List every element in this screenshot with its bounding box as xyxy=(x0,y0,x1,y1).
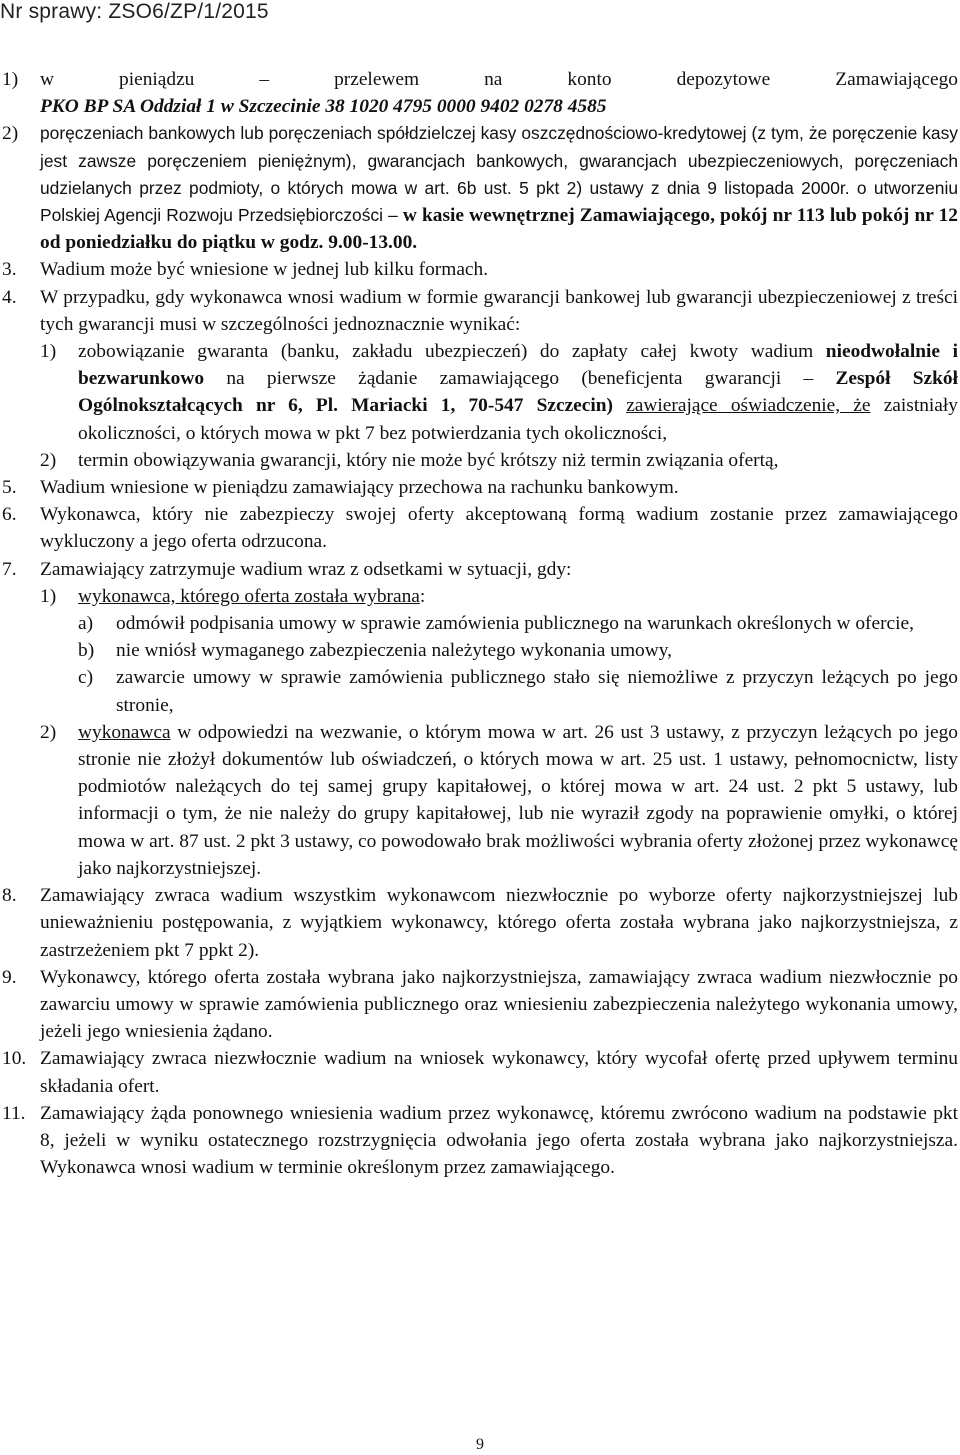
paragraph-3-text: Wadium może być wniesione w jednej lub kilku formach. xyxy=(40,259,489,281)
paragraph-7-letter-a-label: a) xyxy=(78,613,94,635)
cash-desk-info: w kasie wewnętrznej Zamawiającego, pokój nr 113 lub pokój nr 12 od poniedziałku do piątku w godz. 9.00-13.00. xyxy=(40,205,959,254)
paragraph-7-text: Zamawiający zatrzymuje wadium wraz z odsetkami w sytuacji, gdy: xyxy=(40,558,572,580)
paragraph-4-number: 4. xyxy=(2,286,17,308)
paragraph-4-sub-1-text xyxy=(78,338,958,447)
paragraph-7-letter-a-text: odmówił podpisania umowy w sprawie zamówienia publicznego na warunkach określonych w ofercie, xyxy=(116,613,915,635)
paragraph-5-number: 5. xyxy=(2,477,17,499)
paragraph-7-sub-2-number: 2) xyxy=(40,721,57,743)
paragraph-10 xyxy=(0,1045,958,1099)
statement-clause: zawierające oświadczenie, że xyxy=(626,395,871,417)
paragraph-4-sub-1 xyxy=(0,338,958,447)
paragraph-9 xyxy=(0,964,958,1046)
list-item-2-text: poręczeniach bankowych lub poręczeniach spółdzielczej kasy oszczędnościowo-kredytowej (z tym, że poręczenie kasy jest zawsze poręczeniem pieniężnym), gwarancjach bankowych, gwarancjach ubezpieczeniowych, poręczeniach udzielanych przez podmioty, o których mowa w art. 6b ust. 5 pkt 2) ustawy z dnia 9 listopada 2000r. o utworzeniu Polskiej Agencji Rozwoju Przedsiębiorczości – xyxy=(40,123,958,226)
paragraph-11 xyxy=(0,1100,958,1182)
paragraph-11-text: Zamawiający żąda ponownego wniesienia wadium przez wykonawcę, któremu zwrócono wadium na podstawie pkt 8, jeżeli w wyniku ostatecznego rozstrzygnięcia odwołania jego oferta została wybrana jako najkorzystniejsza. Wykonawca wnosi wadium w terminie określonym przez zamawiającego. xyxy=(40,1102,958,1179)
paragraph-7-number: 7. xyxy=(2,558,17,580)
guarantor-obligation: zobowiązanie gwaranta (banku, zakładu ubezpieczeń) do zapłaty całej kwoty wadium xyxy=(78,341,814,363)
paragraph-3-number: 3. xyxy=(2,259,17,281)
paragraph-4-text: W przypadku, gdy wykonawca wnosi wadium w formie gwarancji bankowej lub gwarancji ubezpieczeniowej z treści tych gwarancji musi w szczególności jednoznacznie wynikać: xyxy=(40,286,958,335)
paragraph-8-text: Zamawiający zwraca wadium wszystkim wykonawcom niezwłocznie po wyborze oferty najkorzystniejszej lub unieważnieniu postępowania, z wyjątkiem wykonawcy, którego oferta została wybrana jako najkorzystniejsza, z zastrzeżeniem pkt 7 ppkt 2). xyxy=(40,885,958,961)
list-item-1 xyxy=(0,66,958,120)
paragraph-4-sub-2-text: termin obowiązywania gwarancji, który nie może być krótszy niż termin związania ofertą, xyxy=(78,449,779,471)
paragraph-7-letter-b-label: b) xyxy=(78,640,95,662)
beneficiary-intro: na pierwsze żądanie zamawiającego (beneficjenta gwarancji – xyxy=(226,368,814,390)
paragraph-8-number: 8. xyxy=(2,885,17,907)
paragraph-7-letter-c xyxy=(0,664,958,718)
paragraph-5-text: Wadium wniesione w pieniądzu zamawiający przechowa na rachunku bankowym. xyxy=(40,477,679,499)
paragraph-7-letter-c-label: c) xyxy=(78,667,94,689)
paragraph-7-sub-1-text xyxy=(78,583,958,610)
list-item-2 xyxy=(0,120,958,256)
beneficiary-name: Zespół Szkół Ogólnokształcących nr 6, Pl. Mariacki 1, 70-547 Szczecin) xyxy=(78,368,958,417)
paragraph-7-sub-2 xyxy=(0,719,958,882)
paragraph-5 xyxy=(0,474,958,501)
paragraph-7-letter-a xyxy=(0,610,958,637)
paragraph-4-sub-2 xyxy=(0,447,958,474)
paragraph-7-sub-2-text xyxy=(78,719,958,882)
page-number: 9 xyxy=(476,1436,484,1453)
paragraph-8 xyxy=(0,882,958,964)
list-item-2-body xyxy=(40,120,958,256)
bank-account: PKO BP SA Oddział 1 w Szczecinie 38 1020 4795 0000 9402 0278 4585 xyxy=(40,96,607,118)
paragraph-6 xyxy=(0,501,958,555)
paragraph-4 xyxy=(0,284,958,338)
paragraph-6-text: Wykonawca, który nie zabezpieczy swojej oferty akceptowaną formą wadium zostanie przez zamawiającego wykluczony a jego oferta odrzucona. xyxy=(40,504,958,553)
paragraph-7-sub-1-number: 1) xyxy=(40,585,57,607)
selected-contractor-colon: : xyxy=(419,585,426,607)
paragraph-9-number: 9. xyxy=(2,966,17,988)
paragraph-7-letter-b-text: nie wniósł wymaganego zabezpieczenia należytego wykonania umowy, xyxy=(116,640,673,662)
list-item-2-number: 2) xyxy=(2,123,19,145)
paragraph-7-sub-1 xyxy=(0,583,958,610)
paragraph-10-text: Zamawiający zwraca niezwłocznie wadium na wniosek wykonawcy, który wycofał ofertę przed upływem terminu składania ofert. xyxy=(40,1048,958,1097)
list-item-1-text: w pieniądzu – przelewem na konto depozytowe Zamawiającego xyxy=(40,69,958,90)
irrevocable-unconditional: nieodwołalnie i bezwarunkowo xyxy=(78,341,958,390)
circumstances-clause: zaistniały okoliczności, o których mowa w pkt 7 bez potwierdzania tych okoliczności, xyxy=(78,395,958,444)
paragraph-3 xyxy=(0,256,958,283)
contractor-word: wykonawca xyxy=(78,721,171,743)
contractor-clause: w odpowiedzi na wezwanie, o którym mowa w art. 26 ust 3 ustawy, z przyczyn leżących po jego stronie nie złożył dokumentów lub oświadczeń, o których mowa w art. 25 ust. 1 ustawy, pełnomocnictw, listy podmiotów należących do tej samej grupy kapitałowej, o której mowa w art. 24 ust. 2 pkt 5 ustawy, lub informacji o tym, że nie należy do grupy kapitałowej, lub nie wyraził zgody na poprawienie omyłki, o której mowa w art. 87 ust. 2 pkt 3 ustawy, co powodowało brak możliwości wybrania oferty złożonej przez wykonawcę jako najkorzystniejszej. xyxy=(78,721,958,879)
paragraph-7-letter-c-text: zawarcie umowy w sprawie zamówienia publicznego stało się niemożliwe z przyczyn leżących po jego stronie, xyxy=(116,667,958,716)
paragraph-11-number: 11. xyxy=(2,1102,26,1124)
paragraph-7 xyxy=(0,556,958,583)
paragraph-6-number: 6. xyxy=(2,504,17,526)
paragraph-4-sub-1-number: 1) xyxy=(40,341,57,363)
paragraph-10-number: 10. xyxy=(2,1048,27,1070)
document-body xyxy=(0,66,958,1181)
selected-contractor: wykonawca, którego oferta została wybrana xyxy=(78,585,420,607)
paragraph-7-letter-b xyxy=(0,637,958,664)
paragraph-9-text: Wykonawcy, którego oferta została wybrana jako najkorzystniejsza, zamawiający zwraca wadium niezwłocznie po zawarciu umowy w sprawie zamówienia publicznego oraz wniesieniu zabezpieczenia należytego wykonania umowy, jeżeli jego wniesienia żądano. xyxy=(40,966,958,1043)
list-item-1-number: 1) xyxy=(2,69,19,90)
case-number-header: Nr sprawy: ZSO6/ZP/1/2015 xyxy=(0,0,269,23)
paragraph-4-sub-2-number: 2) xyxy=(40,449,57,471)
